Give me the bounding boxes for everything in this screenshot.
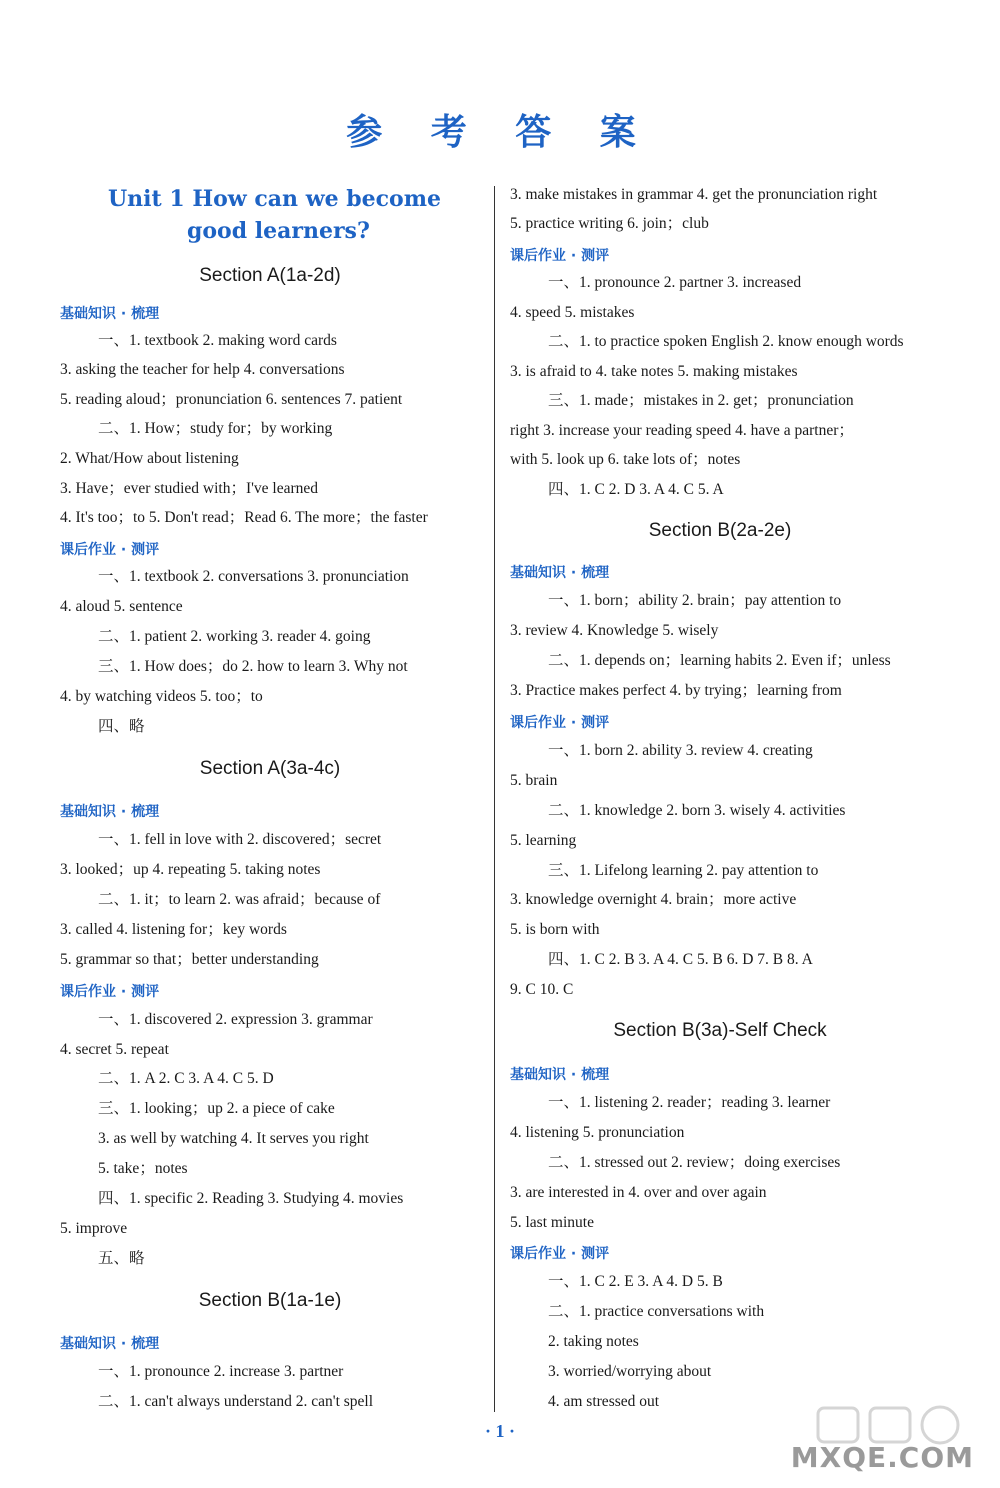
answer-line: 3. asking the teacher for help 4. conversations bbox=[60, 361, 345, 378]
answer-line: 3. Have；ever studied with；I've learned bbox=[60, 480, 319, 497]
answer-line: 5. take；notes bbox=[98, 1160, 188, 1177]
answer-line: 一、1. discovered 2. expression 3. grammar bbox=[98, 1011, 373, 1028]
answer-line: 3. review 4. Knowledge 5. wisely bbox=[510, 622, 719, 639]
page-number: · 1 · bbox=[484, 1421, 515, 1441]
answer-line: 3. are interested in 4. over and over again bbox=[510, 1184, 767, 1201]
label-basic-knowledge: 基础知识 · 梳理 bbox=[510, 1067, 610, 1083]
label-homework: 课后作业 · 测评 bbox=[510, 715, 610, 731]
section-heading: Section B(2a-2e) bbox=[648, 520, 792, 541]
answer-line: 5. brain bbox=[510, 772, 558, 789]
answer-line: 3. Practice makes perfect 4. by trying；learning from bbox=[510, 682, 842, 699]
answer-line: 二、1. depends on；learning habits 2. Even if；unless bbox=[548, 652, 891, 669]
answer-line: 3. worried/worrying about bbox=[548, 1363, 712, 1380]
section-heading: Section A(3a-4c) bbox=[199, 758, 341, 779]
answer-line: 一、1. pronounce 2. increase 3. partner bbox=[98, 1363, 344, 1380]
answer-line: 一、1. textbook 2. conversations 3. pronunciation bbox=[98, 568, 409, 585]
answer-line: 5. last minute bbox=[510, 1214, 594, 1231]
answer-line: 4. am stressed out bbox=[548, 1393, 660, 1410]
answer-line: 三、1. Lifelong learning 2. pay attention to bbox=[548, 862, 819, 879]
answer-line: 四、1. C 2. B 3. A 4. C 5. B 6. D 7. B 8. A bbox=[548, 951, 813, 968]
label-homework: 课后作业 · 测评 bbox=[60, 984, 160, 1000]
section-heading: Section B(1a-1e) bbox=[198, 1290, 342, 1311]
label-homework: 课后作业 · 测评 bbox=[510, 248, 610, 264]
answer-line: 4. speed 5. mistakes bbox=[510, 304, 635, 321]
label-homework: 课后作业 · 测评 bbox=[60, 542, 160, 558]
answer-line: 一、1. listening 2. reader；reading 3. learner bbox=[548, 1094, 831, 1111]
answer-line: 四、略 bbox=[98, 718, 145, 735]
answer-line: 9. C 10. C bbox=[510, 981, 574, 998]
answer-line: with 5. look up 6. take lots of；notes bbox=[510, 451, 741, 468]
label-basic-knowledge: 基础知识 · 梳理 bbox=[510, 565, 610, 581]
answer-line: 二、1. practice conversations with bbox=[548, 1303, 765, 1320]
answer-line: 四、1. specific 2. Reading 3. Studying 4. movies bbox=[98, 1190, 404, 1207]
answer-line: 3. knowledge overnight 4. brain；more active bbox=[510, 891, 797, 908]
answer-line: 3. as well by watching 4. It serves you right bbox=[98, 1130, 369, 1147]
answer-line: 一、1. born 2. ability 3. review 4. creating bbox=[548, 742, 813, 759]
answer-line: 四、1. C 2. D 3. A 4. C 5. A bbox=[548, 481, 724, 498]
answer-line: 5. learning bbox=[510, 832, 577, 849]
answer-line: 二、1. to practice spoken English 2. know enough words bbox=[548, 333, 904, 350]
unit-title-line2: good learners? bbox=[187, 218, 370, 244]
answer-line: 5. reading aloud；pronunciation 6. sentences 7. patient bbox=[60, 391, 403, 408]
answer-line: 2. taking notes bbox=[548, 1333, 639, 1350]
answer-line: 二、1. stressed out 2. review；doing exercises bbox=[548, 1154, 841, 1171]
page-title: 参 考 答 案 bbox=[346, 111, 654, 153]
answer-line: 一、1. fell in love with 2. discovered；secret bbox=[98, 831, 382, 848]
section-heading: Section A(1a-2d) bbox=[199, 265, 341, 286]
answer-line: 3. make mistakes in grammar 4. get the pronunciation right bbox=[510, 186, 878, 203]
answer-line: 一、1. born；ability 2. brain；pay attention to bbox=[548, 592, 842, 609]
answer-line: 二、1. How；study for；by working bbox=[98, 420, 333, 437]
answer-line: 4. by watching videos 5. too；to bbox=[60, 688, 263, 705]
answer-line: 一、1. C 2. E 3. A 4. D 5. B bbox=[548, 1273, 723, 1290]
answer-line: 3. is afraid to 4. take notes 5. making mistakes bbox=[510, 363, 798, 380]
answer-line: right 3. increase your reading speed 4. have a partner； bbox=[510, 422, 854, 439]
answer-line: 一、1. pronounce 2. partner 3. increased bbox=[548, 274, 802, 291]
column-divider bbox=[494, 186, 495, 1412]
answer-line: 2. What/How about listening bbox=[60, 450, 239, 467]
label-homework: 课后作业 · 测评 bbox=[510, 1246, 610, 1262]
answer-line: 二、1. patient 2. working 3. reader 4. going bbox=[98, 628, 371, 645]
label-basic-knowledge: 基础知识 · 梳理 bbox=[60, 1336, 160, 1352]
answer-line: 二、1. knowledge 2. born 3. wisely 4. activities bbox=[548, 802, 846, 819]
answer-line: 二、1. A 2. C 3. A 4. C 5. D bbox=[98, 1070, 274, 1087]
section-heading: Section B(3a)-Self Check bbox=[613, 1020, 827, 1041]
answer-line: 一、1. textbook 2. making word cards bbox=[98, 332, 337, 349]
watermark-text: MXQE.COM bbox=[790, 1441, 974, 1474]
answer-line: 5. grammar so that；better understanding bbox=[60, 951, 319, 968]
answer-line: 三、1. How does；do 2. how to learn 3. Why not bbox=[98, 658, 408, 675]
answer-line: 三、1. made；mistakes in 2. get；pronunciation bbox=[548, 392, 854, 409]
answer-line: 5. practice writing 6. join；club bbox=[510, 215, 709, 232]
answer-line: 4. listening 5. pronunciation bbox=[510, 1124, 685, 1141]
answer-line: 5. is born with bbox=[510, 921, 600, 938]
label-basic-knowledge: 基础知识 · 梳理 bbox=[60, 306, 160, 322]
answer-line: 3. looked；up 4. repeating 5. taking notes bbox=[60, 861, 321, 878]
answer-line: 4. aloud 5. sentence bbox=[60, 598, 183, 615]
answer-line: 五、略 bbox=[98, 1250, 145, 1267]
answer-line: 三、1. looking；up 2. a piece of cake bbox=[98, 1100, 335, 1117]
answer-line: 4. It's too；to 5. Don't read；Read 6. The more；the faster bbox=[60, 509, 428, 526]
unit-title-line1: Unit 1 How can we become bbox=[108, 186, 442, 212]
answer-line: 二、1. can't always understand 2. can't spell bbox=[98, 1393, 374, 1410]
answer-line: 3. called 4. listening for；key words bbox=[60, 921, 287, 938]
answer-line: 二、1. it；to learn 2. was afraid；because of bbox=[98, 891, 381, 908]
answer-line: 4. secret 5. repeat bbox=[60, 1041, 169, 1058]
answer-line: 5. improve bbox=[60, 1220, 128, 1237]
label-basic-knowledge: 基础知识 · 梳理 bbox=[60, 804, 160, 820]
